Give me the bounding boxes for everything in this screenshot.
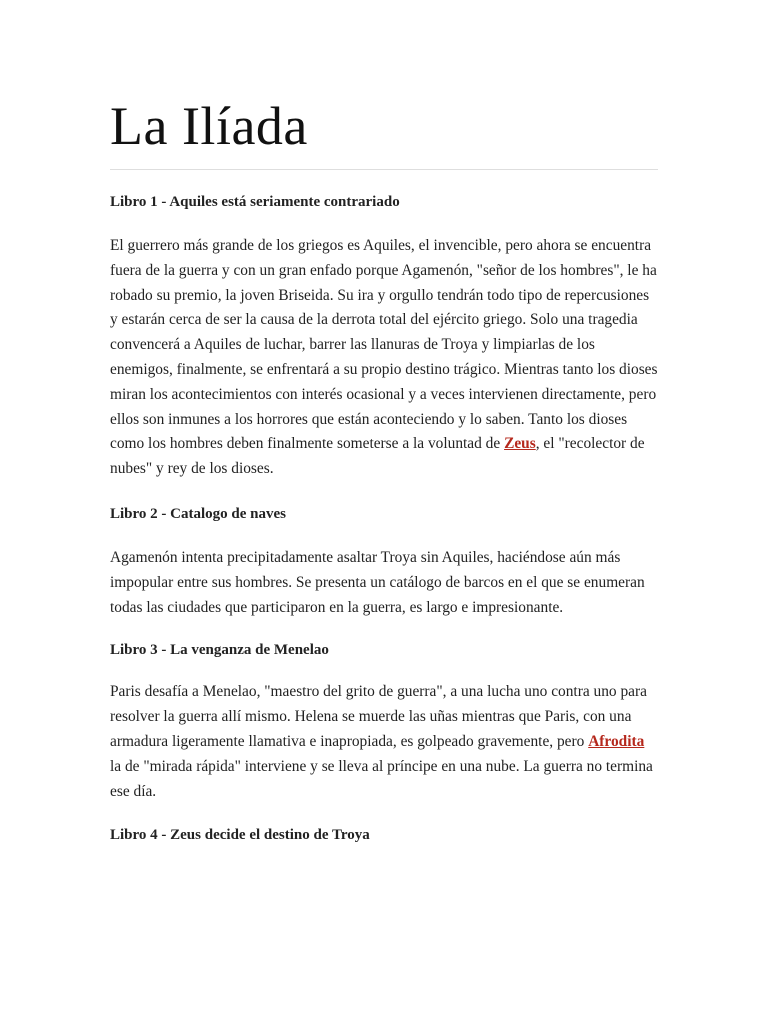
link-afrodita[interactable]: Afrodita [588, 732, 645, 750]
paragraph-text: Paris desafía a Menelao, "maestro del grito de guerra", a una lucha uno contra uno para resolver la guerra allí mismo. Helena se muerde las uñas mientras que Paris, con una armadura ligeramente llamativa e inapropiada, es golpeado gravemente, pero [110, 683, 647, 750]
section-heading-libro-4: Libro 4 - Zeus decide el destino de Troya [110, 827, 370, 844]
section-paragraph-libro-3 [110, 680, 658, 804]
page-title: La Ilíada [110, 96, 308, 156]
section-paragraph-libro-2: Agamenón intenta precipitadamente asaltar Troya sin Aquiles, haciéndose aún más impopular entre sus hombres. Se presenta un catálogo de barcos en el que se enumeran todas las ciudades que participaron en la guerra, es largo e impresionante. [110, 548, 645, 616]
paragraph-text: la de "mirada rápida" interviene y se lleva al príncipe en una nube. La guerra no termina ese día. [110, 757, 653, 800]
document-page [110, 0, 658, 845]
section-heading-libro-1: Libro 1 - Aquiles está seriamente contrariado [110, 194, 400, 210]
section-heading-libro-3: Libro 3 - La venganza de Menelao [110, 642, 329, 659]
paragraph-text: , el "recolector de nubes" y rey de los dioses. [110, 435, 645, 478]
section-paragraph-libro-1 [110, 234, 658, 482]
link-zeus[interactable]: Zeus [504, 435, 536, 453]
paragraph-text: El guerrero más grande de los griegos es Aquiles, el invencible, pero ahora se encuentra fuera de la guerra y con un gran enfado porque Agamenón, "señor de los hombres", le ha robado su premio, la joven Briseida. Su ira y orgullo tendrán todo tipo de repercusiones y estarán cerca de ser la causa de la derrota total del ejército griego. Solo una tragedia convencerá a Aquiles de luchar, barrer las llanuras de Troya y limpiarlas de los enemigos, finalmente, se enfrentará a su propio destino trágico. Mientras tanto los dioses miran los acontecimientos con interés ocasional y a veces intervienen directamente, pero ellos son inmunes a los horrores que están aconteciendo y lo saben. Tanto los dioses como los hombres deben finalmente someterse a la voluntad de [110, 237, 658, 453]
title-divider [110, 169, 658, 170]
section-heading-libro-2: Libro 2 - Catalogo de naves [110, 505, 286, 522]
